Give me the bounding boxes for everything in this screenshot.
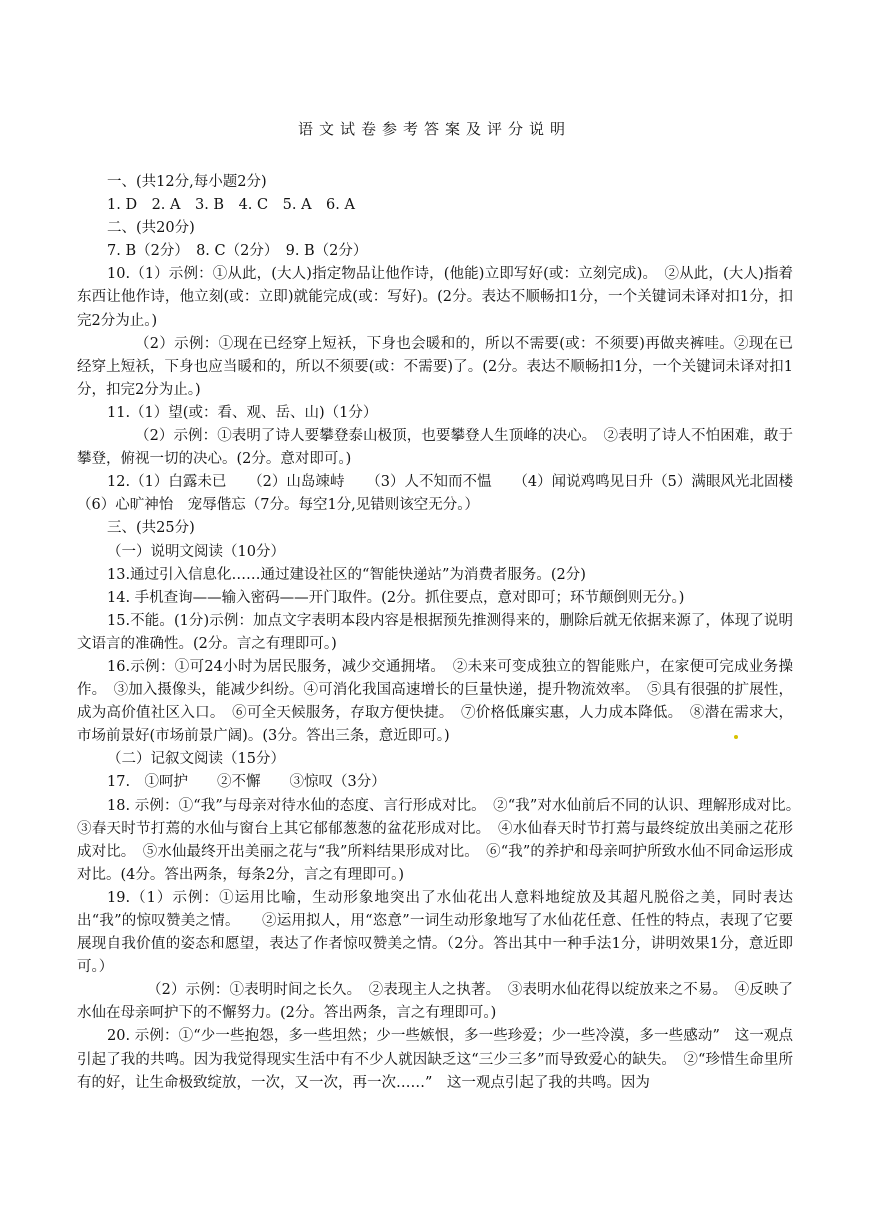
answer-line: 13.通过引入信息化……通过建设社区的“智能快递站”为消费者服务。(2分) [107, 566, 586, 583]
answer-line: （二）记叙文阅读（15分） [107, 751, 285, 768]
answer-line: 二、(共20分) [107, 220, 195, 237]
answer-line: 10.（1）示例：①从此，(大人)指定物品让他作诗，(他能)立即写好(或：立刻完成)。 ②从此，(大人)指着东西让他作诗，他立刻(或：立即)就能完成(或：写好)。(2分。表达不顺畅扣1分，一个关键词未译对扣1分，扣完2分为止。) [77, 266, 793, 329]
answer-line: （一）说明文阅读（10分） [107, 543, 285, 560]
answer-line: 1. D 2. A 3. B 4. C 5. A 6. A [107, 197, 355, 214]
answer-body [77, 171, 808, 1095]
answer-line: （2）示例：①表明了诗人要攀登泰山极顶，也要攀登人生顶峰的决心。 ②表明了诗人不怕困难，敢于攀登，俯视一切的决心。(2分。意对即可。) [77, 428, 793, 468]
answer-line: （2）示例：①表明时间之长久。 ②表现主人之执著。 ③表明水仙花得以绽放来之不易。 ④反映了水仙在母亲呵护下的不懈努力。(2分。答出两条，言之有理即可。) [77, 982, 793, 1022]
answer-line: （2）示例：①现在已经穿上短袄，下身也会暖和的，所以不需要(或：不须要)再做夹裤哇。②现在已经穿上短袄，下身也应当暖和的，所以不须要(或：不需要)了。(2分。表达不顺畅扣1分，一个关键词未译对扣1分，扣完2分为止。) [77, 335, 793, 398]
answer-line: 17. ①呵护 ②不懈 ③惊叹（3分） [107, 774, 386, 791]
answer-line: 14. 手机查询——输入密码——开门取件。(2分。抓住要点，意对即可；环节颠倒则无分。) [107, 589, 685, 606]
answer-line: 11.（1）望(或：看、观、岳、山)（1分） [107, 404, 378, 421]
answer-line: 三、(共25分) [107, 520, 195, 537]
answer-line: 15.不能。(1分)示例：加点文字表明本段内容是根据预先推测得来的，删除后就无依据来源了，体现了说明文语言的准确性。(2分。言之有理即可。) [77, 612, 793, 652]
answer-line: 19.（1）示例：①运用比喻，生动形象地突出了水仙花出人意料地绽放及其超凡脱俗之美，同时表达出“我”的惊叹赞美之情。 ②运用拟人，用“恣意”一词生动形象地写了水仙花任意、任性的特点，表现了它要展现自我价值的姿态和愿望，表达了作者惊叹赞美之情。（2分。答出其中一种手法1分，讲明效果1分，意近即可。） [77, 889, 794, 976]
answer-line: 16.示例：①可24小时为居民服务，减少交通拥堵。 ②未来可变成独立的智能账户，在家便可完成业务操作。 ③加入摄像头，能减少纠纷。④可消化我国高速增长的巨量快递，提升物流效率。 ⑤具有很强的扩展性，成为高价值社区入口。 ⑥可全天候服务，存取方便快捷。 ⑦价格低廉实惠，人力成本降低。 ⑧潜在需求大，市场前景好(市场前景广阔)。(3分。答出三条，意近即可。) [77, 658, 793, 745]
answer-line: 7. B（2分） 8. C（2分） 9. B（2分） [107, 243, 368, 260]
answer-line: 20. 示例：①“少一些抱怨，多一些坦然；少一些嫉恨，多一些珍爱；少一些冷漠，多一些感动” 这一观点引起了我的共鸣。因为我觉得现实生活中有不少人就因缺乏这“三少三多”而导致爱心的缺失。 ②“珍惜生命里所有的好，让生命极致绽放，一次，又一次，再一次……” 这一观点引起了我的共鸣。因为 [77, 1028, 793, 1091]
ink-dot-mark [734, 735, 738, 739]
answer-line: 一、(共12分,每小题2分) [107, 174, 267, 190]
answer-line: 12.（1）白露未已 （2）山岛竦峙 （3）人不知而不愠 （4）闻说鸡鸣见日升（5）满眼风光北固楼 （6）心旷神怡 宠辱偕忘（7分。每空1分,见错则该空无分。） [77, 474, 808, 514]
answer-line: 18. 示例：①“我”与母亲对待水仙的态度、言行形成对比。 ②“我”对水仙前后不同的认识、理解形成对比。 ③春天时节打蔫的水仙与窗台上其它郁郁葱葱的盆花形成对比。 ④水仙春天时节打蔫与最终绽放出美丽之花形成对比。 ⑤水仙最终开出美丽之花与“我”所料结果形成对比。 ⑥“我”的养护和母亲呵护所致水仙不同命运形成对比。(4分。答出两条，每条2分，言之有理即可。) [77, 797, 808, 883]
page-title: 语文试卷参考答案及评分说明 [297, 120, 571, 138]
